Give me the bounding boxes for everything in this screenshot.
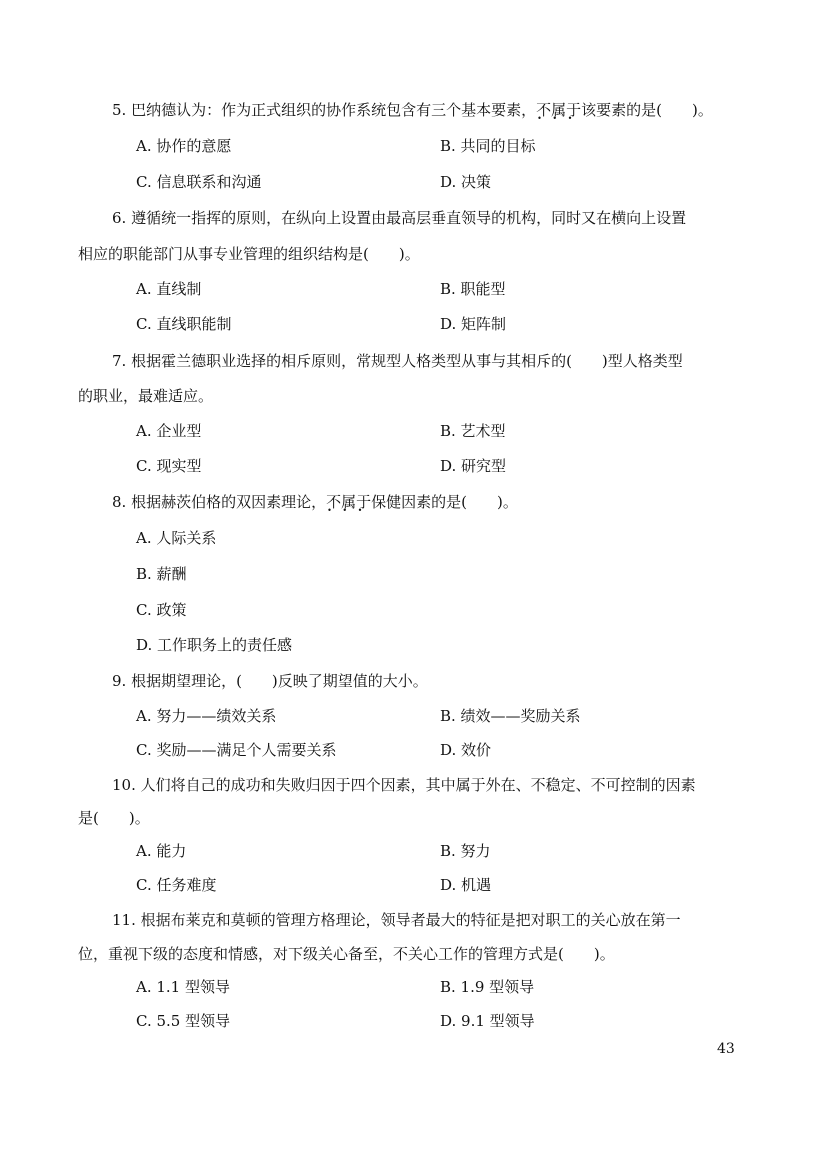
question-5-text: 5. 巴纳德认为：作为正式组织的协作系统包含有三个基本要素， bbox=[112, 101, 537, 119]
q11-option-c: C. 5.5 型领导 bbox=[136, 1012, 231, 1030]
q8-option-c: C. 政策 bbox=[136, 601, 187, 619]
question-8-text-end: 保健因素的是( )。 bbox=[371, 493, 518, 511]
question-11-line2: 位，重视下级的态度和情感，对下级关心备至，不关心工作的管理方式是( )。 bbox=[78, 945, 615, 963]
question-9: 9. 根据期望理论，( )反映了期望值的大小。 bbox=[112, 672, 428, 690]
q6-option-d: D. 矩阵制 bbox=[440, 315, 507, 333]
question-7-line2: 的职业，最难适应。 bbox=[78, 387, 214, 405]
question-8 bbox=[112, 492, 518, 512]
question-6-line1: 6. 遵循统一指挥的原则，在纵向上设置由最高层垂直领导的机构，同时又在横向上设置 bbox=[112, 209, 687, 227]
q8-option-d: D. 工作职务上的责任感 bbox=[136, 636, 293, 654]
question-10-line2: 是( )。 bbox=[78, 809, 150, 827]
q8-option-b: B. 薪酬 bbox=[136, 565, 187, 583]
q10-option-a: A. 能力 bbox=[136, 842, 187, 860]
emphasis-mark: 不属于 • • • bbox=[326, 492, 371, 512]
q9-option-c: C. 奖励——满足个人需要关系 bbox=[136, 741, 337, 759]
question-8-text: 8. 根据赫茨伯格的双因素理论， bbox=[112, 493, 327, 511]
q5-option-a: A. 协作的意愿 bbox=[136, 137, 232, 155]
q7-option-a: A. 企业型 bbox=[136, 422, 202, 440]
q9-option-a: A. 努力——绩效关系 bbox=[136, 707, 277, 725]
emphasis-mark: 不属于 • • • bbox=[536, 100, 581, 120]
q5-option-c: C. 信息联系和沟通 bbox=[136, 173, 262, 191]
q9-option-d: D. 效价 bbox=[440, 741, 492, 759]
q9-option-b: B. 绩效——奖励关系 bbox=[440, 707, 581, 725]
q5-option-d: D. 决策 bbox=[440, 173, 492, 191]
q6-option-a: A. 直线制 bbox=[136, 280, 202, 298]
q7-option-b: B. 艺术型 bbox=[440, 422, 506, 440]
q11-option-b: B. 1.9 型领导 bbox=[440, 978, 535, 996]
q11-option-a: A. 1.1 型领导 bbox=[136, 978, 230, 996]
question-6-line2: 相应的职能部门从事专业管理的组织结构是( )。 bbox=[78, 245, 420, 263]
q6-option-b: B. 职能型 bbox=[440, 280, 506, 298]
question-11-line1: 11. 根据布莱克和莫顿的管理方格理论，领导者最大的特征是把对职工的关心放在第一 bbox=[112, 911, 681, 929]
question-7-line1: 7. 根据霍兰德职业选择的相斥原则，常规型人格类型从事与其相斥的( )型人格类型 bbox=[112, 352, 683, 370]
q7-option-d: D. 研究型 bbox=[440, 457, 507, 475]
q5-option-b: B. 共同的目标 bbox=[440, 137, 536, 155]
q10-option-c: C. 任务难度 bbox=[136, 876, 217, 894]
q10-option-d: D. 机遇 bbox=[440, 876, 492, 894]
question-10-line1: 10. 人们将自己的成功和失败归因于四个因素，其中属于外在、不稳定、不可控制的因素 bbox=[112, 776, 696, 794]
q10-option-b: B. 努力 bbox=[440, 842, 491, 860]
q8-option-a: A. 人际关系 bbox=[136, 529, 217, 547]
q11-option-d: D. 9.1 型领导 bbox=[440, 1012, 535, 1030]
page-number: 43 bbox=[717, 1041, 735, 1057]
q6-option-c: C. 直线职能制 bbox=[136, 315, 232, 333]
q7-option-c: C. 现实型 bbox=[136, 457, 202, 475]
question-5-text-end: 该要素的是( )。 bbox=[581, 101, 713, 119]
question-5 bbox=[112, 100, 713, 120]
